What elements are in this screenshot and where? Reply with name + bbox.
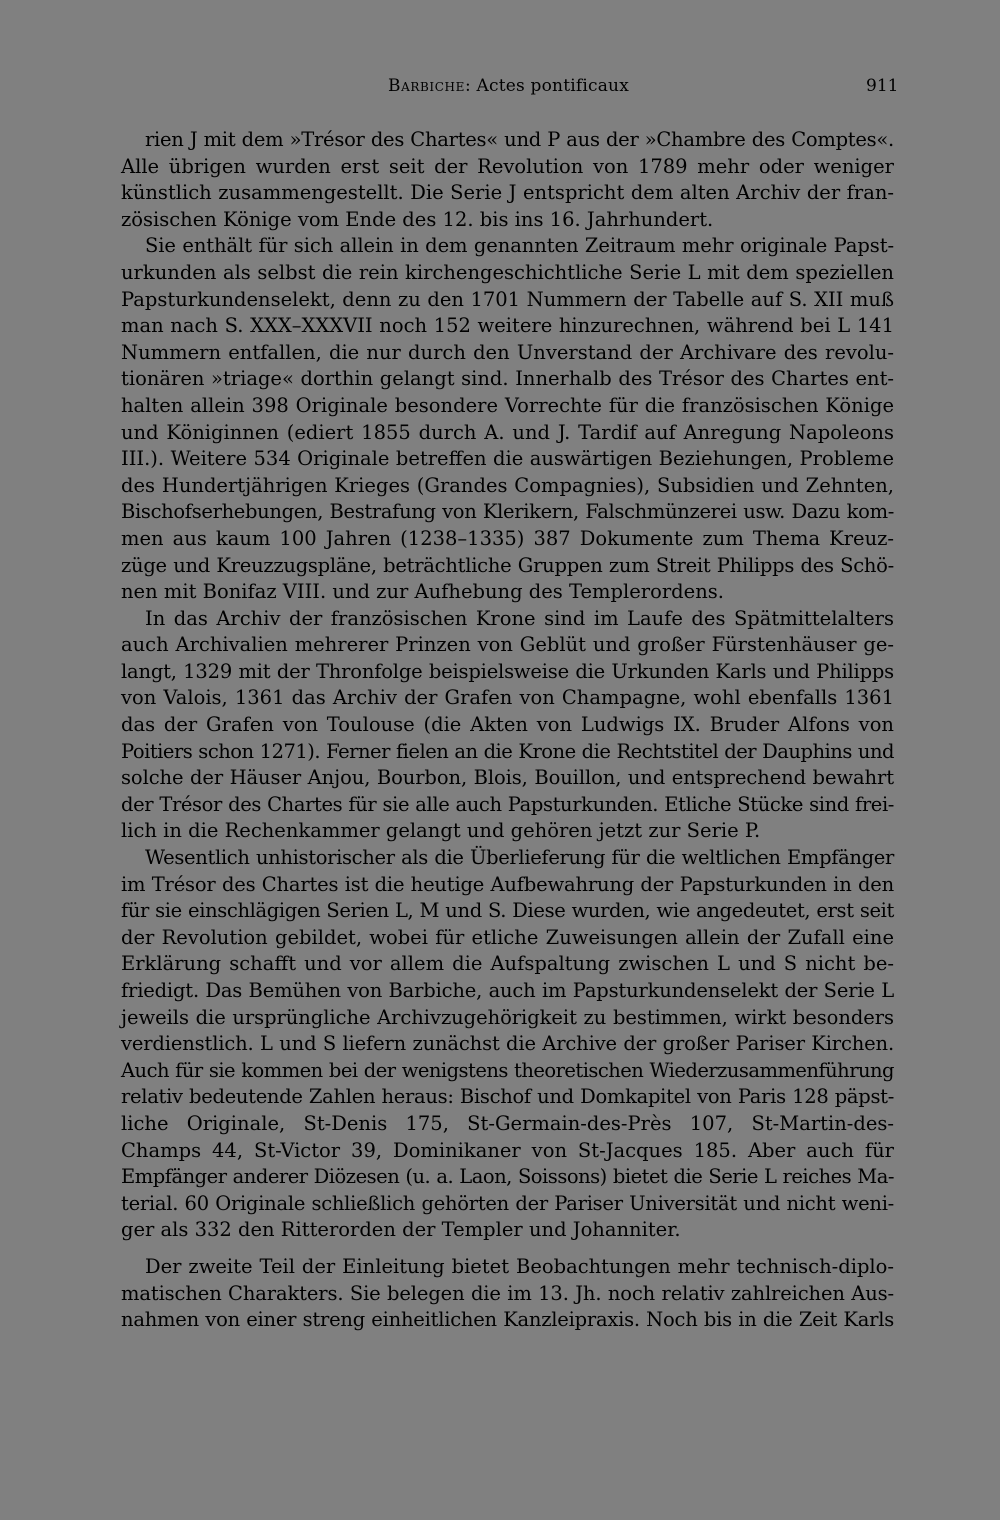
text-line: züge und Kreuzzugspläne, beträchtliche Gruppen zum Streit Philipps des Schö-	[121, 553, 894, 577]
text-line: liche Originale, St-Denis 175, St-Germain-des-Près 107, St-Martin-des-	[121, 1111, 894, 1135]
text-line: Champs 44, St-Victor 39, Dominikaner von St-Jacques 185. Aber auch für	[121, 1138, 894, 1162]
body-text	[121, 127, 894, 1334]
text-line: urkunden als selbst die rein kirchengeschichtliche Serie L mit dem speziellen	[121, 260, 894, 284]
running-head	[388, 74, 629, 98]
text-line: men aus kaum 100 Jahren (1238–1335) 387 Dokumente zum Thema Kreuz-	[121, 526, 894, 550]
text-line: III.). Weitere 534 Originale betreffen die auswärtigen Beziehungen, Probleme	[121, 447, 894, 471]
text-line: halten allein 398 Originale besondere Vorrechte für die französischen Könige	[121, 393, 894, 417]
text-line: der Revolution gebildet, wobei für etliche Zuweisungen allein der Zufall eine	[121, 925, 894, 949]
text-line: verdienstlich. L und S liefern zunächst die Archive der großer Pariser Kirchen.	[121, 1032, 894, 1056]
text-line: Empfänger anderer Diözesen (u. a. Laon, Soissons) bietet die Serie L reiches Ma-	[121, 1165, 894, 1189]
text-line: Nummern entfallen, die nur durch den Unverstand der Archivare des revolu-	[121, 340, 894, 364]
text-line: jeweils die ursprüngliche Archivzugehörigkeit zu bestimmen, wirkt besonders	[121, 1005, 894, 1029]
text-line: des Hundertjährigen Krieges (Grandes Compagnies), Subsidien und Zehnten,	[121, 473, 894, 497]
text-line: Papsturkundenselekt, denn zu den 1701 Nummern der Tabelle auf S. XII muß	[121, 287, 894, 311]
text-line: und Königinnen (ediert 1855 durch A. und J. Tardif auf Anregung Napoleons	[121, 420, 894, 444]
text-line: künstlich zusammengestellt. Die Serie J entspricht dem alten Archiv der fran-	[121, 181, 894, 205]
text-line: langt, 1329 mit der Thronfolge beispielsweise die Urkunden Karls und Philipps	[121, 659, 894, 683]
text-line: von Valois, 1361 das Archiv der Grafen von Champagne, wohl ebenfalls 1361	[121, 686, 894, 710]
running-head-separator: :	[464, 76, 477, 96]
text-line: ger als 332 den Ritterorden der Templer und Johanniter.	[121, 1218, 681, 1242]
text-line: terial. 60 Originale schließlich gehörten der Pariser Universität und nicht weni-	[121, 1191, 894, 1215]
text-line: Auch für sie kommen bei der wenigstens theoretischen Wiederzusammenführung	[121, 1058, 894, 1082]
text-line: lich in die Rechenkammer gelangt und gehören jetzt zur Serie P.	[121, 819, 761, 843]
text-line: Alle übrigen wurden erst seit der Revolution von 1789 mehr oder weniger	[121, 154, 894, 178]
text-line: man nach S. XXX–XXXVII noch 152 weitere hinzurechnen, während bei L 141	[121, 314, 894, 338]
paragraph	[121, 127, 894, 233]
text-line: friedigt. Das Bemühen von Barbiche, auch im Papsturkundenselekt der Serie L	[121, 979, 894, 1002]
text-line: tionären »triage« dorthin gelangt sind. Innerhalb des Trésor des Chartes ent-	[121, 367, 894, 391]
paragraph	[121, 233, 894, 605]
text-line: Sie enthält für sich allein in dem genannten Zeitraum mehr originale Papst-	[145, 234, 894, 258]
text-line: rien J mit dem »Trésor des Chartes« und P aus der »Chambre des Comptes«.	[145, 128, 894, 151]
text-line: Der zweite Teil der Einleitung bietet Beobachtungen mehr technisch-diplo-	[145, 1254, 894, 1278]
text-line: der Trésor des Chartes für sie alle auch Papsturkunden. Etliche Stücke sind frei-	[121, 792, 894, 816]
paragraph	[121, 1254, 894, 1334]
text-line: Erklärung schafft und vor allem die Aufspaltung zwischen L und S nicht be-	[121, 952, 894, 976]
text-line: im Trésor des Chartes ist die heutige Aufbewahrung der Papsturkunden in den	[121, 872, 894, 896]
text-line: Bischofserhebungen, Bestrafung von Klerikern, Falschmünzerei usw. Dazu kom-	[121, 500, 894, 524]
paragraph	[121, 845, 894, 1244]
text-line: Poitiers schon 1271). Ferner fielen an die Krone die Rechtstitel der Dauphins und	[121, 739, 894, 763]
text-line: das der Grafen von Toulouse (die Akten von Ludwigs IX. Bruder Alfons von	[121, 713, 894, 737]
running-header	[0, 74, 1000, 98]
text-line: Wesentlich unhistorischer als die Überlieferung für die weltlichen Empfänger	[145, 846, 894, 870]
text-line: In das Archiv der französischen Krone sind im Laufe des Spätmittelalters	[145, 606, 894, 630]
text-line: nen mit Bonifaz VIII. und zur Aufhebung des Templerordens.	[121, 580, 724, 604]
paragraph	[121, 606, 894, 845]
text-line: nahmen von einer streng einheitlichen Kanzleipraxis. Noch bis in die Zeit Karls	[121, 1308, 894, 1332]
text-line: auch Archivalien mehrerer Prinzen von Geblüt und großer Fürstenhäuser ge-	[121, 633, 894, 657]
text-line: zösischen Könige vom Ende des 12. bis ins 16. Jahrhundert.	[121, 207, 714, 231]
text-line: solche der Häuser Anjou, Bourbon, Blois, Bouillon, und entsprechend bewahrt	[121, 766, 894, 790]
text-line: für sie einschlägigen Serien L, M und S. Diese wurden, wie angedeutet, erst seit	[121, 899, 894, 923]
running-head-author: Barbiche	[388, 76, 465, 96]
running-head-title: Actes pontificaux	[476, 76, 629, 96]
text-line: relativ bedeutende Zahlen heraus: Bischof und Domkapitel von Paris 128 päpst-	[121, 1085, 894, 1109]
page-number: 911	[866, 76, 899, 96]
text-line: matischen Charakters. Sie belegen die im 13. Jh. noch relativ zahlreichen Aus-	[121, 1281, 894, 1305]
